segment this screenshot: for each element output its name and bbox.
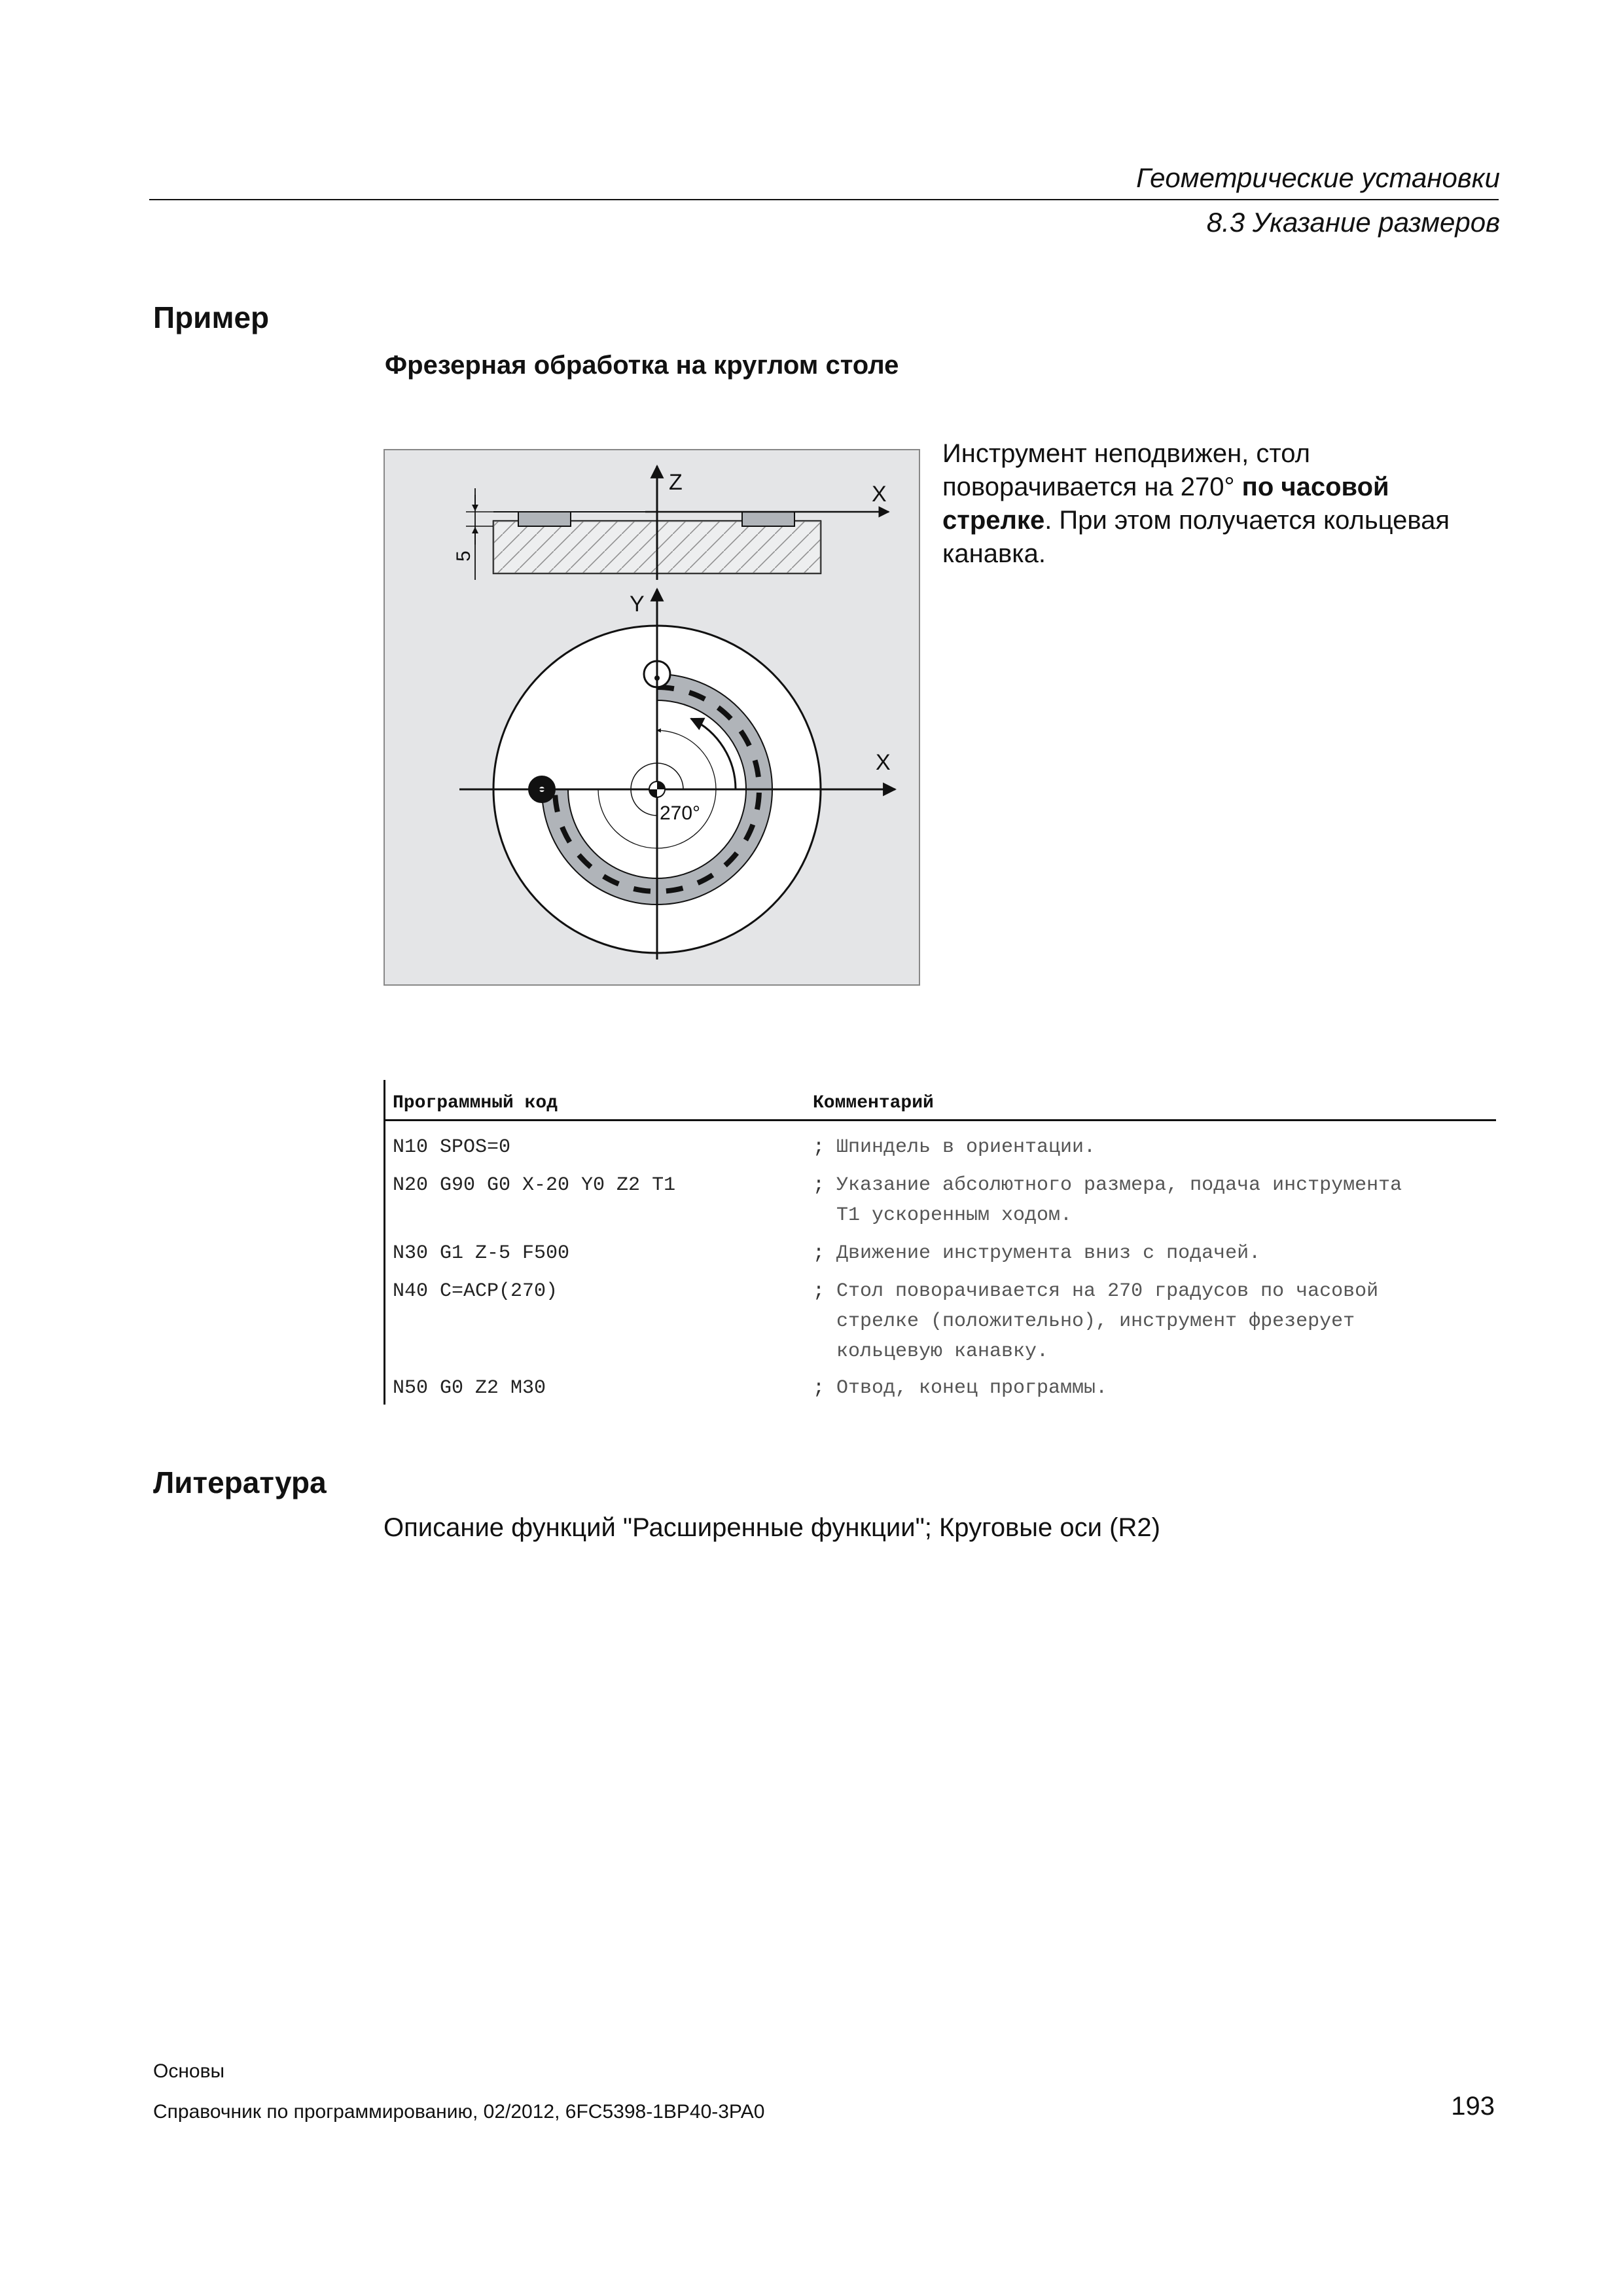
example-description	[942, 437, 1505, 571]
label-z: Z	[669, 470, 683, 495]
page-number: 193	[1451, 2092, 1495, 2121]
example-heading: Пример	[153, 300, 270, 334]
header-rule	[149, 199, 1499, 200]
comment-cell: Указание абсолютного размера, подача инструмента T1 ускоренным ходом.	[836, 1174, 1402, 1227]
footer-line2: Справочник по программированию, 02/2012, 6FC5398-1BP40-3PA0	[153, 2101, 765, 2123]
label-y: Y	[630, 592, 645, 617]
comment-marker: ;	[813, 1136, 825, 1158]
comment-cell: Шпиндель в ориентации.	[836, 1136, 1096, 1158]
header-section: 8.3 Указание размеров	[1206, 207, 1500, 238]
literature-heading: Литература	[153, 1465, 327, 1499]
code-cell: N10 SPOS=0	[393, 1136, 511, 1158]
code-cell: N30 G1 Z-5 F500	[393, 1242, 570, 1265]
comment-cell: Движение инструмента вниз с подачей.	[836, 1242, 1261, 1265]
header-comment: Комментарий	[813, 1093, 934, 1113]
comment-marker: ;	[813, 1242, 825, 1265]
table-left-bar	[383, 1080, 385, 1405]
angle-label: 270°	[660, 802, 701, 824]
rotary-table-figure	[383, 449, 920, 986]
code-cell: N20 G90 G0 X-20 Y0 Z2 T1	[393, 1174, 676, 1196]
header-title: Геометрические установки	[1136, 162, 1500, 193]
code-table	[383, 1080, 1496, 1405]
literature-text: Описание функций "Расширенные функции"; Круговые оси (R2)	[383, 1513, 1160, 1542]
comment-marker: ;	[813, 1174, 825, 1196]
comment-marker: ;	[813, 1280, 825, 1302]
header-code: Программный код	[393, 1093, 558, 1113]
footer-line1: Основы	[153, 2060, 225, 2082]
code-cell: N40 C=ACP(270)	[393, 1280, 558, 1302]
label-x-top: X	[872, 482, 887, 507]
example-subtitle: Фрезерная обработка на круглом столе	[385, 351, 899, 380]
groove-left	[518, 512, 571, 526]
label-x: X	[876, 750, 891, 775]
table-header-rule	[383, 1119, 1496, 1121]
code-cell: N50 G0 Z2 M30	[393, 1377, 546, 1399]
dim-depth-label: 5	[453, 550, 474, 562]
description-part2: . При этом получается кольцевая канавка.	[942, 506, 1450, 568]
comment-cell: Отвод, конец программы.	[836, 1377, 1108, 1399]
groove-right	[742, 512, 794, 526]
description-part1: Инструмент неподвижен, стол поворачивается на 270°	[942, 439, 1310, 501]
description-bold: по часовой стрелке	[942, 473, 1389, 535]
comment-cell: Стол поворачивается на 270 градусов по часовой стрелке (положительно), инструмент фрезерует кольцевую канавку.	[836, 1280, 1379, 1363]
comment-marker: ;	[813, 1377, 825, 1399]
